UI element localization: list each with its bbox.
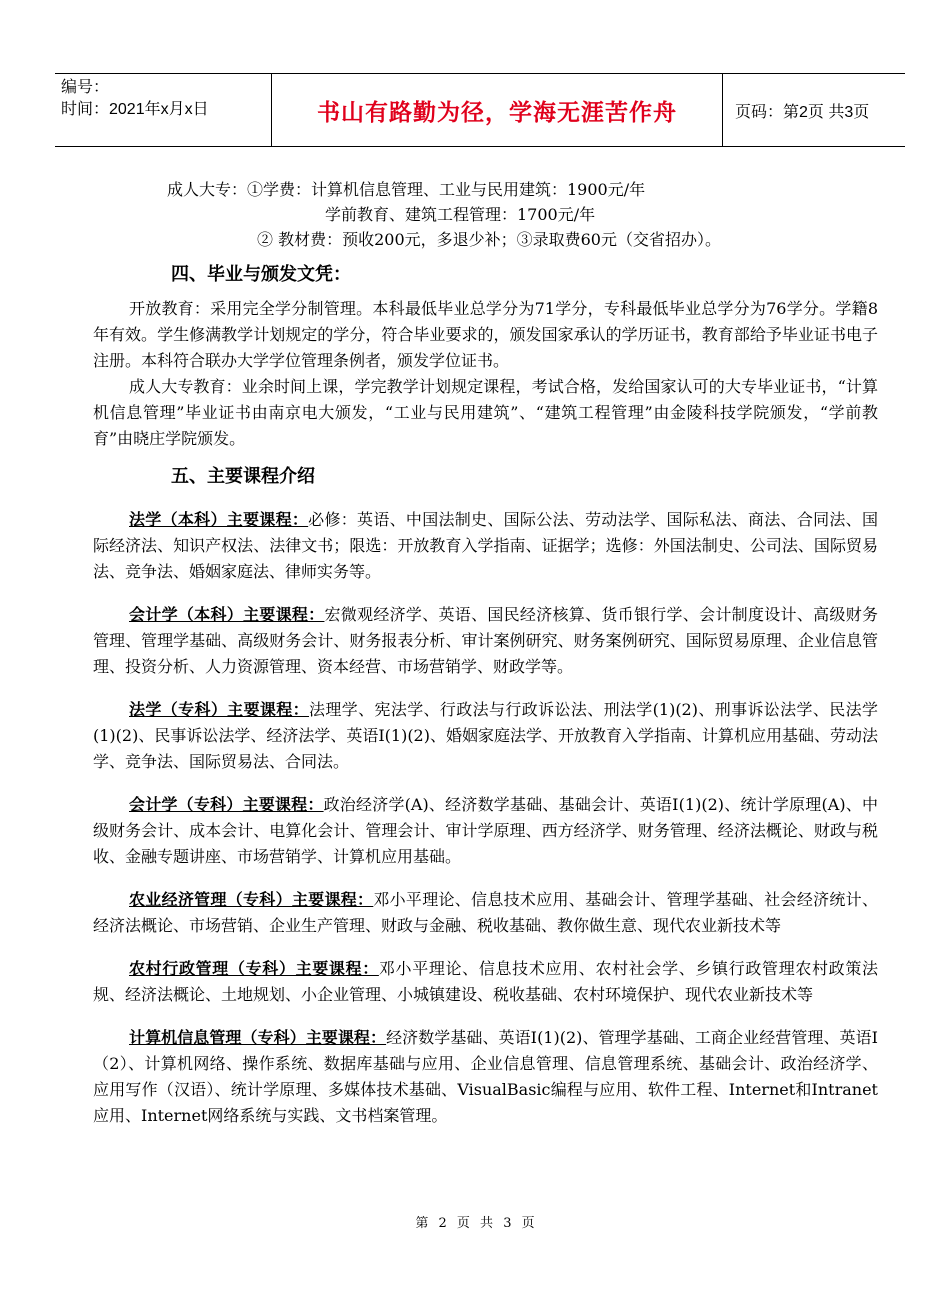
fee-line-tuition: 成人大专：①学费：计算机信息管理、工业与民用建筑：1900元/年 [167, 180, 646, 199]
header-motto-cell [271, 74, 723, 146]
course-text: 邓小平理论、信息技术应用、农村社会学、乡镇行政管理农村政策法规、经济法概论、土地规划、小企业管理、小城镇建设、税收基础、农村环境保护、现代农业新技术等 [93, 959, 878, 1004]
graduation-paragraph-adult: 成人大专教育：业余时间上课，学完教学计划规定课程，考试合格，发给国家认可的大专毕业证书，“计算机信息管理”毕业证书由南京电大颁发，“工业与民用建筑”、“建筑工程管理”由金陵科技学院颁发，“学前教育”由晓庄学院颁发。 [93, 377, 878, 448]
header-page-info: 页码：第2页 共3页 [735, 103, 870, 121]
document-number-label: 编号： [61, 79, 110, 96]
header-motto: 书山有路勤为径，学海无涯苦作舟 [317, 99, 677, 126]
page-footer: 第 2 页 共 3 页 [415, 1216, 535, 1231]
course-block [93, 956, 878, 1008]
course-block [93, 507, 878, 585]
fee-line-tuition-2: 学前教育、建筑工程管理：1700元/年 [325, 205, 596, 224]
course-block [93, 792, 878, 870]
course-text: 政治经济学(A)、经济数学基础、基础会计、英语Ⅰ(1)(2)、统计学原理(A)、中级财务会计、成本会计、电算化会计、管理会计、审计学原理、西方经济学、财务管理、经济法概论、财政与税收、金融专题讲座、市场营销学、计算机应用基础。 [93, 795, 878, 866]
course-text: 必修：英语、中国法制史、国际公法、劳动法学、国际私法、商法、合同法、国际经济法、知识产权法、法律文书；限选：开放教育入学指南、证据学；选修：外国法制史、公司法、国际贸易法、竞争法、婚姻家庭法、律师实务等。 [93, 510, 878, 581]
course-title: 会计学（专科）主要课程： [129, 795, 324, 814]
course-block [93, 697, 878, 775]
header-meta [55, 74, 271, 146]
course-block [93, 1025, 878, 1129]
section-title-courses: 五、主要课程介绍 [171, 466, 315, 487]
course-text: 经济数学基础、英语Ⅰ(1)(2)、管理学基础、工商企业经营管理、英语Ⅰ（2）、计算机网络、操作系统、数据库基础与应用、企业信息管理、信息管理系统、基础会计、政治经济学、应用写作（汉语）、统计学原理、多媒体技术基础、VisualBasic编程与应用、软件工程、Internet和Intranet应用、Internet网络系统与实践、文书档案管理。 [93, 1028, 878, 1125]
section-title-graduation: 四、毕业与颁发文凭： [171, 264, 351, 285]
course-block [93, 887, 878, 939]
course-text: 宏微观经济学、英语、国民经济核算、货币银行学、会计制度设计、高级财务管理、管理学基础、高级财务会计、财务报表分析、审计案例研究、财务案例研究、国际贸易原理、企业信息管理、投资分析、人力资源管理、资本经营、市场营销学、财政学等。 [93, 605, 878, 676]
document-body [93, 177, 878, 1129]
course-title: 农村行政管理（专科）主要课程： [129, 959, 379, 978]
fee-line-materials: ② 教材费：预收200元，多退少补；③录取费60元（交省招办）。 [257, 230, 721, 249]
course-title: 计算机信息管理（专科）主要课程： [129, 1028, 387, 1047]
course-text: 邓小平理论、信息技术应用、基础会计、管理学基础、社会经济统计、经济法概论、市场营销、企业生产管理、财政与金融、税收基础、教你做生意、现代农业新技术等 [93, 890, 878, 935]
course-title: 法学（专科）主要课程： [129, 700, 310, 719]
course-title: 会计学（本科）主要课程： [129, 605, 325, 624]
course-title: 农业经济管理（专科）主要课程： [129, 890, 374, 909]
document-time-label: 时间：2021年x月x日 [61, 101, 209, 118]
page-header [55, 73, 905, 147]
course-title: 法学（本科）主要课程： [129, 510, 309, 529]
course-block [93, 602, 878, 680]
course-text: 法理学、宪法学、行政法与行政诉讼法、刑法学(1)(2)、刑事诉讼法学、民法学(1)(2)、民事诉讼法学、经济法学、英语Ⅰ(1)(2)、婚姻家庭法学、开放教育入学指南、计算机应用基础、劳动法学、竞争法、国际贸易法、合同法。 [93, 700, 878, 771]
graduation-paragraph-open: 开放教育：采用完全学分制管理。本科最低毕业总学分为71学分，专科最低毕业总学分为76学分。学籍8年有效。学生修满教学计划规定的学分，符合毕业要求的，颁发国家承认的学历证书，教育部给予毕业证书电子注册。本科符合联办大学学位管理条例者，颁发学位证书。 [93, 299, 878, 370]
